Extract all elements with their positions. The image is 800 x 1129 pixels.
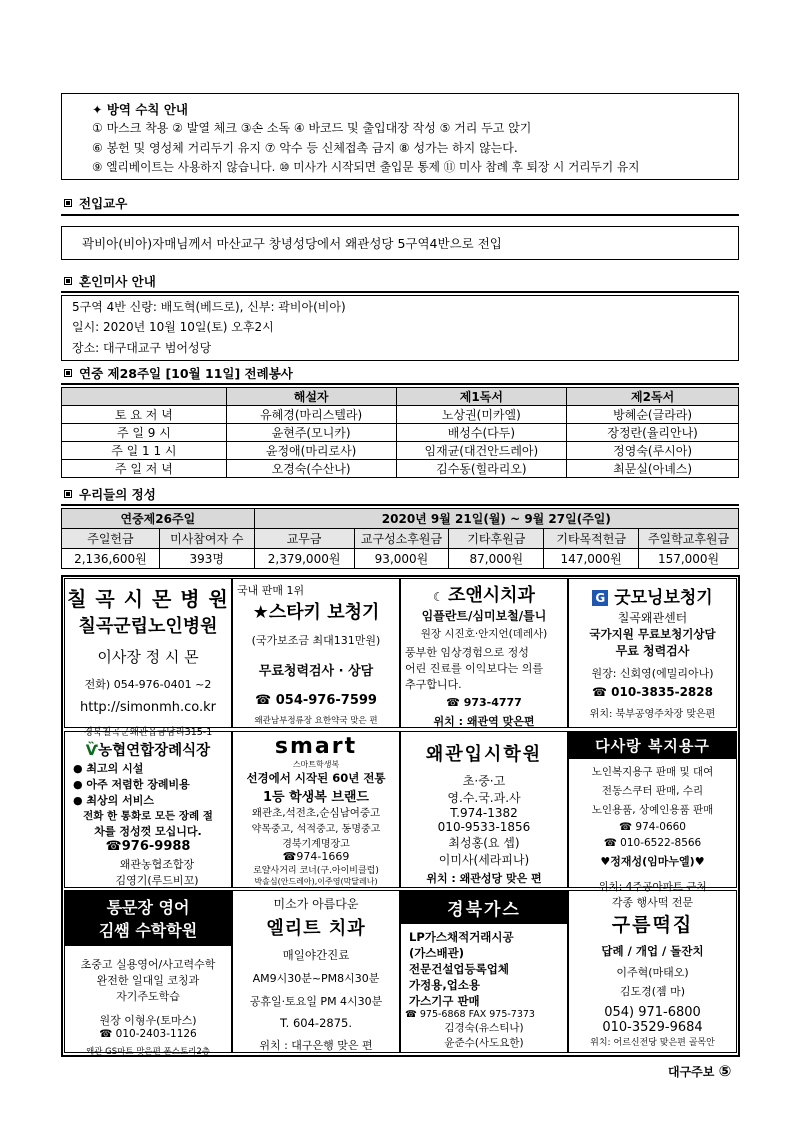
ad-text: 선경에서 시작된 60년 전통: [246, 771, 386, 785]
ad-address: 위치 : 왜관성당 맞은 편: [426, 872, 542, 885]
table-cell: 2,379,000원: [254, 549, 354, 569]
ad-phone: ☎ 054-976-7599: [255, 693, 377, 708]
wedding-line: 장소: 대구대교구 범어성당: [72, 341, 212, 355]
ad-rice-cake: [568, 890, 737, 1053]
ad-text: AM9시30분~PM8시30분: [252, 972, 380, 985]
footer-text: 대구주보: [668, 1065, 715, 1079]
table-header-cell: 기타후원금: [449, 529, 544, 549]
table-cell: 주 일 저 녁: [62, 460, 227, 478]
ad-phone: 054) 971-6800: [604, 1005, 701, 1020]
table-cell: 방혜순(글라라): [567, 406, 739, 424]
ad-english-math: [64, 890, 232, 1057]
ad-text: 원장: 신회영(에밀리아나): [591, 667, 714, 680]
ad-text: 전화 한 통화로 모든 장례 절: [83, 810, 213, 822]
table-header-cell: 기타목적헌금: [544, 529, 639, 549]
table-cell: 157,000원: [639, 549, 739, 569]
ad-text: 김도경(젬 마): [619, 985, 686, 998]
footer: [668, 1062, 731, 1080]
ad-subtitle: 스마트학생복: [292, 760, 340, 769]
table-header-cell: 주일학교후원금: [639, 529, 739, 549]
ad-text: 자기주도학습: [116, 990, 180, 1003]
ad-text: 박솔심(안드레아),이주영(막달레나): [254, 877, 378, 886]
table-cell: 87,000원: [449, 549, 544, 569]
ad-dasarang: [568, 731, 737, 893]
ad-text: 왜관농협조합장: [119, 858, 195, 871]
service-table: [61, 387, 739, 478]
ad-text: ♥정재성(임마누엘)♥: [600, 855, 705, 868]
ad-address: 왜관남부정류장 요한약국 맞은 편: [254, 716, 378, 726]
table-cell: 정영숙(루시아): [567, 442, 739, 460]
ad-text: ● 아주 저렴한 장례비용: [73, 778, 190, 791]
section-heading-transfer: 전입교우: [64, 194, 127, 212]
table-header-cell: 주일헌금: [62, 529, 160, 549]
table-header-cell: [62, 388, 227, 406]
section-heading-service: 연중 제28주일 [10월 11일] 전례봉사: [64, 364, 293, 382]
table-header-cell: 제1독서: [396, 388, 567, 406]
ad-title: ★스타키 보청기: [252, 602, 380, 623]
rules-line: ⑥ 봉헌 및 영성체 거리두기 유지 ⑦ 악수 등 신체접촉 금지 ⑧ 성가는 하지 않는다.: [92, 141, 518, 155]
table-cell: 배성수(다두): [396, 424, 567, 442]
rules-line: ⑨ 엘리베이트는 사용하지 않습니다. ⑩ 미사가 시작되면 출입문 통제 ⑪ 미사 참례 후 퇴장 시 거리두기 유지: [92, 160, 640, 174]
ad-subtitle: 칠곡왜관센터: [617, 611, 688, 625]
ad-phone: ☎ 975-6868 FAX 975-7373: [405, 1009, 535, 1020]
ad-text: 1등 학생복 브랜드: [262, 790, 369, 805]
ad-website: http://simonmh.co.kr: [80, 700, 216, 715]
table-row: [62, 424, 739, 442]
table-cell: 윤현주(모니카): [226, 424, 396, 442]
ad-text: (국가보조금 최대131만원): [251, 634, 381, 647]
wedding-line: 5구역 4반 신랑: 배도혁(베드로), 신부: 곽비아(비아): [72, 300, 346, 314]
ad-smart-uniform: [232, 731, 400, 888]
ad-address: 경북칠곡군왜관읍금남리315-1: [83, 727, 213, 738]
ad-text: 경북기계명장고: [282, 839, 350, 850]
offering-table: [61, 508, 739, 569]
ad-text: 약목중고, 석적중고, 동명중고: [251, 824, 381, 835]
square-bullet-icon: [64, 199, 72, 207]
ad-text: 원장 시진호·안지언(데레사): [420, 628, 548, 640]
rules-box: [61, 93, 739, 180]
table-cell: 주 일 1 1 시: [62, 442, 227, 460]
ad-text: 노인용품, 상예인용품 판매: [591, 804, 714, 816]
ad-address: 위치: 북부공영주차장 맞은편: [589, 709, 716, 720]
ad-title: Ѷ농협연합장례식장: [85, 743, 211, 759]
ad-address: 로얄사거리 코너(구.아이비클럽): [253, 866, 379, 876]
ad-phone: T.974-1382: [450, 806, 518, 820]
table-cell: 93,000원: [354, 549, 449, 569]
ad-text: 무료 청력검사: [615, 644, 690, 658]
ad-text: 김경숙(유스티나): [444, 1022, 524, 1034]
section-heading-wedding: 혼인미사 안내: [64, 272, 156, 290]
ad-text: ● 최상의 서비스: [73, 794, 155, 807]
ad-address: 위치: 어르신전당 맞은편 골목안: [590, 1038, 715, 1048]
ad-title: 통문장 영어: [65, 891, 231, 918]
square-bullet-icon: [64, 369, 72, 377]
ad-text: 원장 이형우(토마스): [99, 1014, 197, 1027]
table-cell: 오경숙(수산나): [226, 460, 396, 478]
ad-text: 이사장 정 시 몬: [97, 648, 199, 666]
rules-title: ✦ 방역 수칙 안내: [92, 102, 188, 117]
table-header-cell: 연중제26주일: [62, 509, 255, 529]
table-header-cell: 제2독서: [567, 388, 739, 406]
table-cell: 유혜경(마리스텔라): [226, 406, 396, 424]
tooth-icon: ☾: [433, 590, 448, 604]
ad-text: 최성홍(요 셉): [448, 836, 520, 850]
table-row: [62, 442, 739, 460]
ad-text: LP가스채적거래시공: [409, 930, 514, 944]
ad-logo: smart: [274, 734, 358, 759]
ad-text: 이주혁(마태오): [616, 966, 689, 979]
ad-subtitle: 칠곡군립노인병원: [78, 616, 218, 637]
ad-text: 이미사(세라피나): [438, 853, 530, 867]
ad-text: 왜관초,석전초,순심남여중고: [251, 807, 381, 819]
page-number: ⑤: [718, 1062, 732, 1080]
table-cell: 윤정애(마리로사): [226, 442, 396, 460]
table-cell: 토 요 저 녁: [62, 406, 227, 424]
ad-text: 공휴일·토요일 PM 4시30분: [249, 995, 383, 1008]
ad-address: 위치 : 왜관역 맞은편: [433, 715, 535, 728]
ad-text: 전동스쿠터 판매, 수리: [601, 785, 704, 797]
table-header-cell: 교구성소후원금: [354, 529, 449, 549]
table-row: [62, 549, 739, 569]
ad-text: 초·중·고: [462, 774, 506, 788]
ad-text: 가정용,업소용: [409, 978, 481, 992]
ad-phone: ☎974-1669: [282, 850, 350, 863]
ad-title: 다사랑 복지용구: [569, 732, 736, 759]
ad-text: 노인복지용구 판매 및 대여: [591, 766, 714, 778]
ad-text: 매일야간진료: [282, 948, 350, 962]
ad-text: 초중고 실용영어/사고력수학: [80, 958, 216, 971]
ad-phone: ☎ 974-0660: [619, 821, 686, 833]
table-row: [62, 406, 739, 424]
table-cell: 김수동(힐라리오): [396, 460, 567, 478]
ad-text: 풍부한 임상경험으로 정성: [405, 646, 529, 659]
table-cell: 2,136,600원: [62, 549, 160, 569]
ad-phone: 010-9533-1856: [437, 820, 531, 834]
divider: [61, 383, 739, 385]
ad-phone: 010-3529-9684: [602, 1020, 703, 1035]
wedding-box: [61, 295, 739, 361]
ad-text: 각종 행사떡 전문: [611, 896, 694, 909]
ad-text: 국내 판매 1위: [237, 584, 305, 597]
ad-text: (가스배관): [409, 946, 464, 960]
ad-address: 위치 : 대구은행 맞은 편: [259, 1039, 373, 1052]
nh-logo-icon: Ѷ: [85, 743, 99, 759]
table-header-row: [62, 529, 739, 549]
divider: [61, 214, 739, 216]
ad-text: 가스기구 판매: [409, 994, 480, 1008]
table-cell: 장정란(율리안나): [567, 424, 739, 442]
ad-title: 엘리트 치과: [266, 918, 366, 939]
ad-academy: [400, 731, 568, 888]
square-bullet-icon: [64, 490, 72, 498]
ad-starkey: [232, 578, 400, 728]
table-cell: 393명: [159, 549, 254, 569]
ad-subtitle: 김쌤 수학학원: [65, 918, 231, 946]
ad-simon-hospital: [64, 578, 232, 738]
table-cell: 147,000원: [544, 549, 639, 569]
table-header-row: [62, 509, 739, 529]
table-header-cell: 해설자: [226, 388, 396, 406]
ad-phone: ☎ 010-2403-1126: [99, 1028, 197, 1040]
table-header-cell: 2020년 9월 21일(월) ~ 9월 27일(주일): [254, 509, 738, 529]
ad-text: 답례 / 개업 / 돌잔치: [601, 944, 704, 958]
transfer-box: [61, 226, 739, 260]
divider: [61, 504, 739, 506]
table-cell: 주 일 9 시: [62, 424, 227, 442]
ad-address: 위치: 4주공아파트 근처: [598, 881, 707, 893]
ad-text: 국가지원 무료보청기상담: [589, 627, 716, 641]
ad-text: 무료청력검사 · 상담: [258, 664, 374, 679]
transfer-text: 곽비아(비아)자매님께서 마산교구 창녕성당에서 왜관성당 5구역4반으로 전입: [82, 236, 502, 251]
ad-text: 차를 정성껏 모십니다.: [94, 825, 202, 838]
ad-text: 윤준수(사도요한): [444, 1037, 524, 1049]
ad-text: 추구합니다.: [405, 678, 462, 691]
square-bullet-icon: [64, 277, 72, 285]
table-header-row: [62, 388, 739, 406]
ad-gas: [400, 890, 568, 1053]
ad-phone: ☎ 973-4777: [446, 696, 522, 709]
ad-text: 완전한 일대일 코칭과: [96, 974, 200, 987]
wedding-line: 일시: 2020년 10월 10일(토) 오후2시: [72, 320, 274, 334]
ad-text: 영.수.국.과.사: [447, 791, 521, 805]
ad-text: 어린 진료를 이익보다는 의를: [405, 662, 544, 675]
ad-text: 전문건설업등록업체: [409, 962, 509, 976]
table-cell: 임재균(대건안드레아): [396, 442, 567, 460]
ad-phone: T. 604-2875.: [280, 1016, 352, 1030]
ad-nonghyup-funeral: [64, 731, 232, 888]
section-heading-offering: 우리들의 정성: [64, 485, 156, 503]
ad-title: 경북가스: [401, 891, 567, 924]
rules-line: ① 마스크 착용 ② 발열 체크 ③손 소독 ④ 바코드 및 출입대장 작성 ⑤ 거리 두고 앉기: [92, 121, 532, 135]
ad-text: ● 최고의 시설: [73, 762, 144, 775]
ad-text: 미소가 아름다운: [273, 897, 359, 911]
table-cell: 노상권(미카엘): [396, 406, 567, 424]
logo-g-icon: G: [592, 590, 608, 606]
ad-title: 왜관입시학원: [425, 744, 543, 765]
ad-text: 김영기(루드비꼬): [115, 874, 199, 887]
table-row: [62, 460, 739, 478]
divider: [61, 291, 739, 293]
ad-title: 칠 곡 시 몬 병 원: [67, 587, 229, 611]
table-cell: 최문실(아녜스): [567, 460, 739, 478]
ad-address: 왜관 GS마트 맞은편 폰스토리2층: [85, 1047, 211, 1057]
ad-title: 구름떡집: [611, 914, 694, 936]
table-header-cell: 교무금: [254, 529, 354, 549]
ad-phone: ☎ 010-3835-2828: [592, 685, 713, 699]
ad-subtitle: 임플란트/심미보철/틀니: [421, 609, 547, 623]
ad-phone: ☎ 010-6522-8566: [603, 837, 702, 849]
ad-joan-dental: [400, 578, 568, 728]
ad-phone: 전화) 054-976-0401 ~2: [84, 678, 212, 691]
ad-phone: ☎976-9988: [105, 839, 191, 854]
table-header-cell: 미사참여자 수: [159, 529, 254, 549]
ad-title: ☾ 조앤시치과: [433, 585, 535, 606]
ad-elite-dental: [232, 890, 400, 1053]
ad-title: G 굿모닝보청기: [569, 583, 736, 608]
ad-goodmorning: [568, 578, 737, 728]
